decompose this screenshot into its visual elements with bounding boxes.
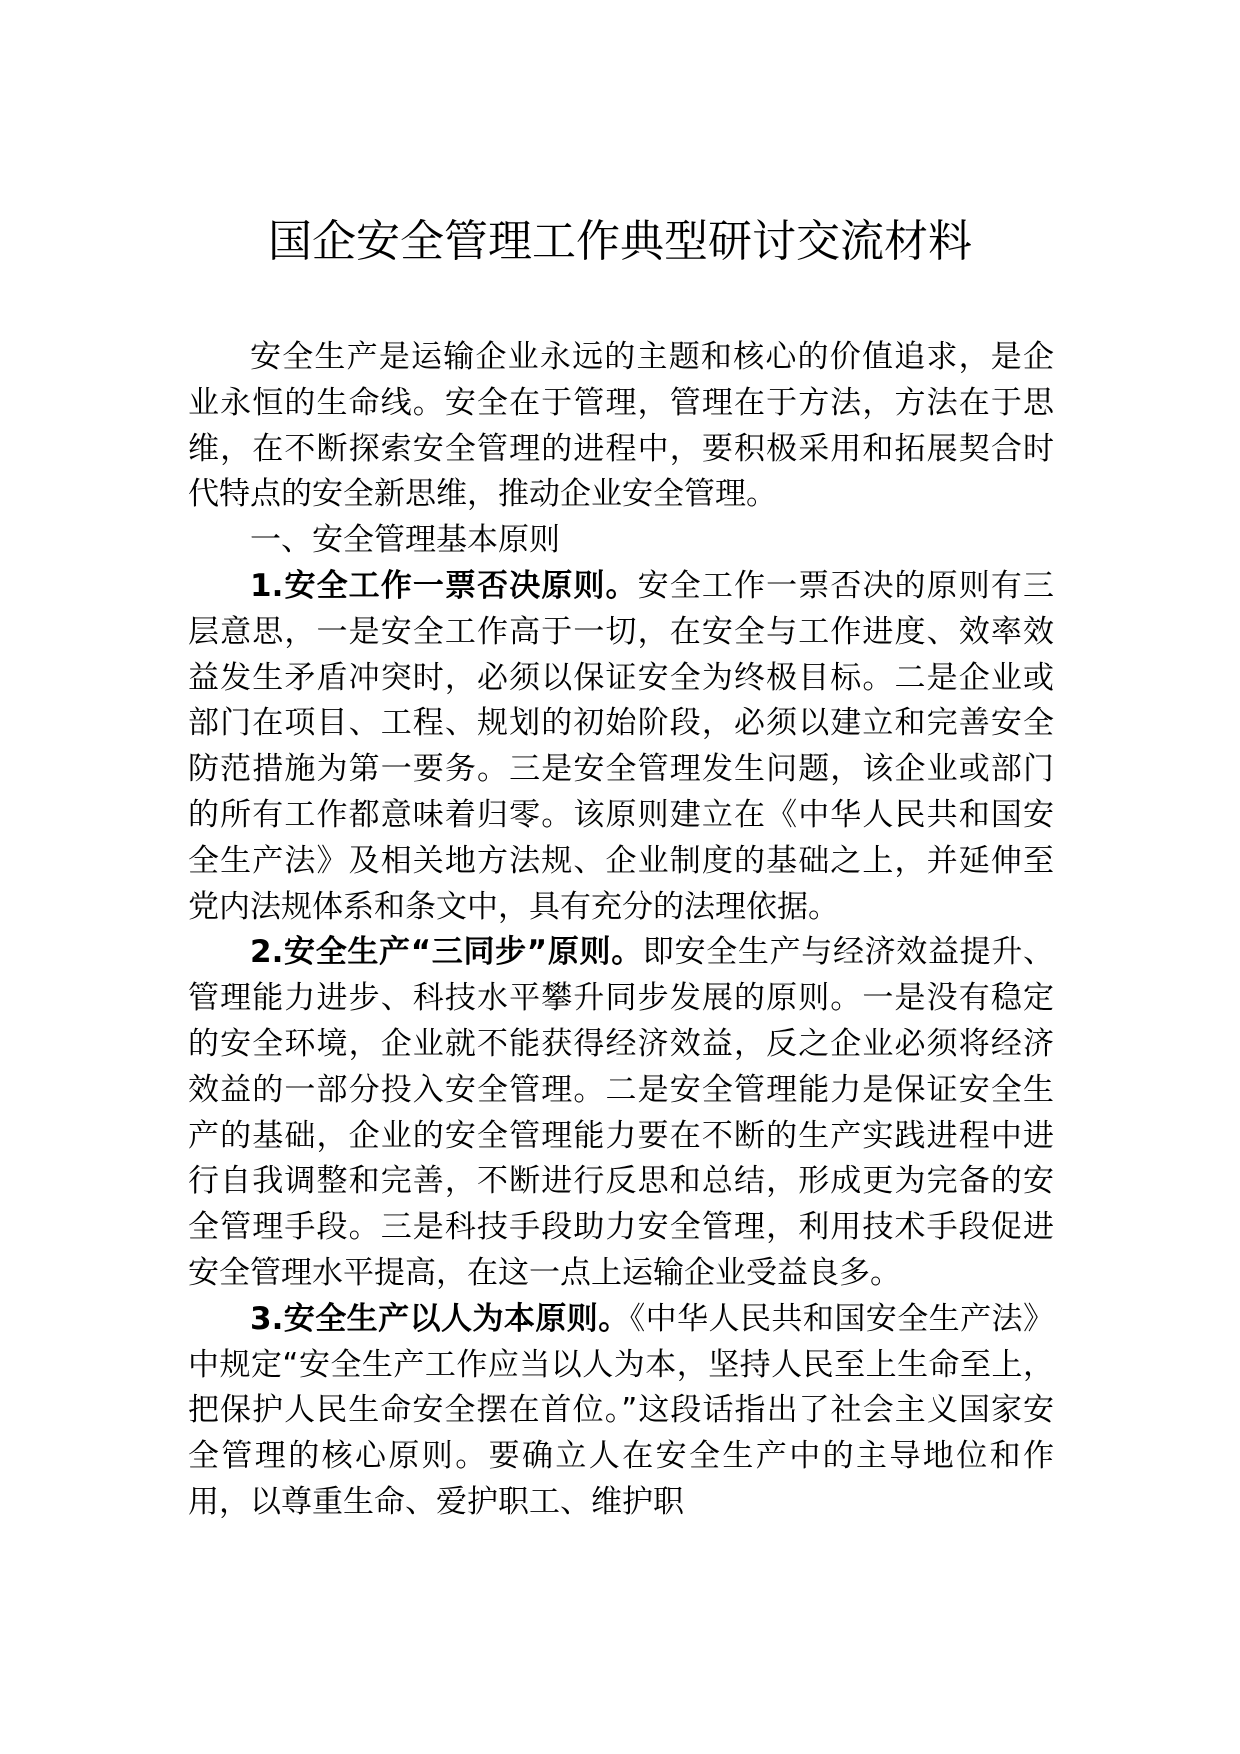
paragraph-intro <box>188 335 1054 518</box>
principle-3-text: 《中华人民共和国安全生产法》中规定“安全生产工作应当以人为本，坚持人民至上生命至上，把保护人民生命安全摆在首位。”这段话指出了社会主义国家安全管理的核心原则。要确立人在安全生产中的主导地位和作用，以尊重生命、爱护职工、维护职 <box>188 1300 1054 1520</box>
principle-2-text: 即安全生产与经济效益提升、管理能力进步、科技水平攀升同步发展的原则。一是没有稳定的安全环境，企业就不能获得经济效益，反之企业必须将经济效益的一部分投入安全管理。二是安全管理能力是保证安全生产的基础，企业的安全管理能力要在不断的生产实践进程中进行自我调整和完善，不断进行反思和总结，形成更为完备的安全管理手段。三是科技手段助力安全管理，利用技术手段促进安全管理水平提高，在这一点上运输企业受益良多。 <box>188 934 1055 1291</box>
paragraph-principle-2 <box>188 930 1054 1296</box>
principle-1-heading: 1.安全工作一票否决原则。 <box>250 567 638 604</box>
principle-3-heading: 3.安全生产以人为本原则。 <box>250 1300 630 1337</box>
paragraph-principle-3 <box>188 1297 1054 1526</box>
principle-1-text: 安全工作一票否决的原则有三层意思，一是安全工作高于一切，在安全与工作进度、效率效益发生矛盾冲突时，必须以保证安全为终极目标。二是企业或部门在项目、工程、规划的初始阶段，必须以建立和完善安全防范措施为第一要务。三是安全管理发生问题，该企业或部门的所有工作都意味着归零。该原则建立在《中华人民共和国安全生产法》及相关地方法规、企业制度的基础之上，并延伸至党内法规体系和条文中，具有充分的法理依据。 <box>188 567 1054 925</box>
document-body <box>188 335 1054 1526</box>
section-heading-text: 一、安全管理基本原则 <box>250 522 560 559</box>
paragraph-intro-text: 安全生产是运输企业永远的主题和核心的价值追求，是企业永恒的生命线。安全在于管理，管理在于方法，方法在于思维，在不断探索安全管理的进程中，要积极采用和拓展契合时代特点的安全新思维，推动企业安全管理。 <box>188 339 1054 513</box>
document-title: 国企安全管理工作典型研讨交流材料 <box>268 216 972 267</box>
principle-2-heading: 2.安全生产“三同步”原则。 <box>250 934 643 971</box>
section-heading <box>188 518 1054 564</box>
paragraph-principle-1 <box>188 564 1054 930</box>
